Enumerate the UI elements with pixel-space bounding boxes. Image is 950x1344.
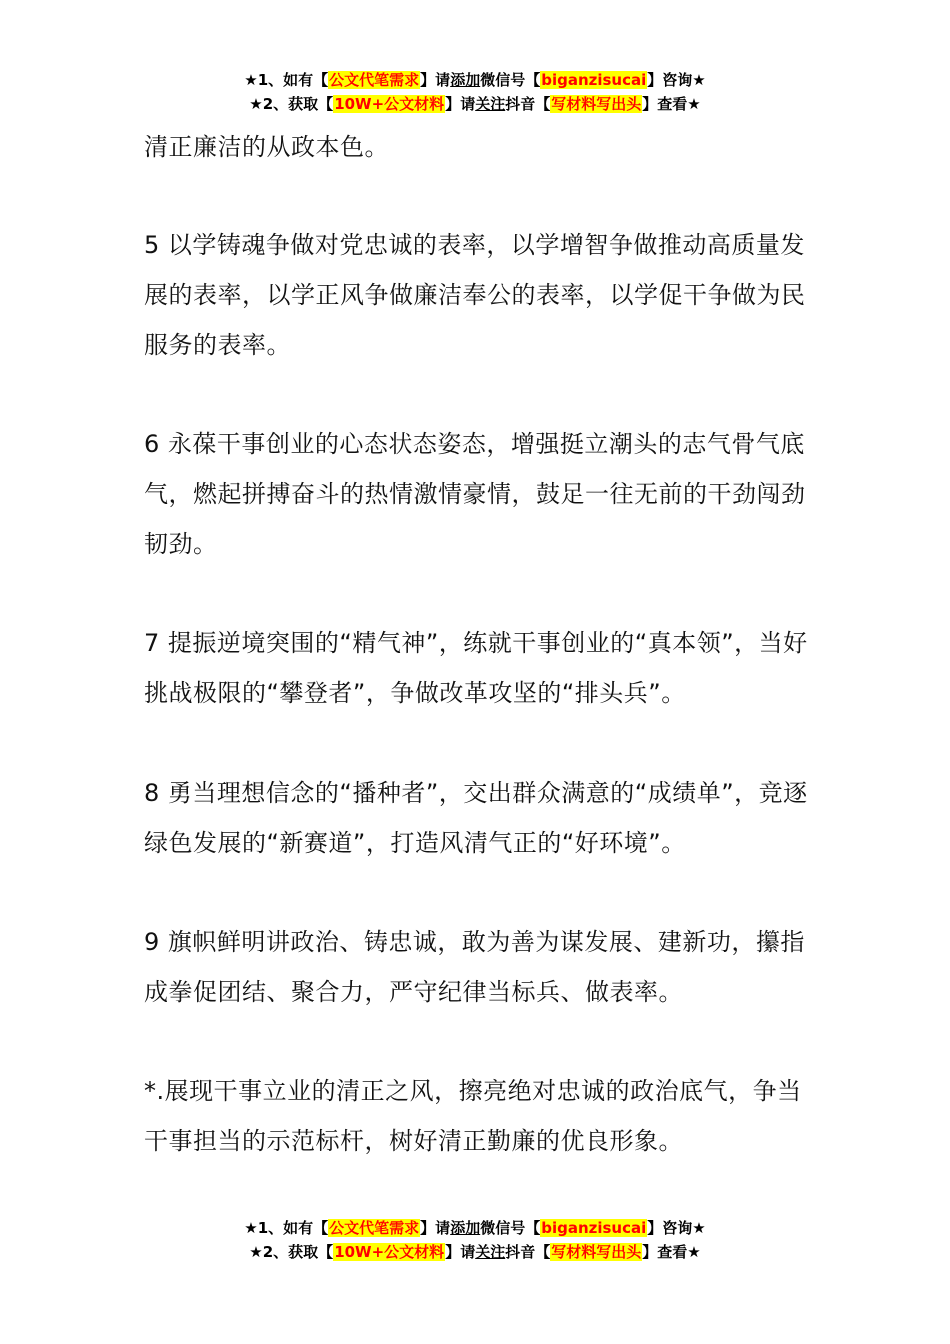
banner-text: 】查看★ [642, 1243, 701, 1261]
underlined-text: 关注 [475, 1243, 506, 1261]
highlight-text: 公文代笔需求 [329, 71, 420, 89]
footer-banner [0, 1216, 950, 1264]
banner-text: 】请 [445, 95, 476, 113]
banner-text: 抖音【 [505, 1243, 551, 1261]
banner-text: 】咨询★ [647, 71, 706, 89]
underlined-text: 添加 [450, 1219, 481, 1237]
paragraph: 7 提振逆境突围的“精气神”，练就干事创业的“真本领”，当好挑战极限的“攀登者”，争做改革攻坚的“排头兵”。 [144, 629, 808, 707]
highlight-text: 写材料写出头 [551, 95, 642, 113]
banner-text: ★2、获取【 [249, 95, 334, 113]
banner-text: 】请 [420, 71, 451, 89]
banner-text: 】咨询★ [647, 1219, 706, 1237]
banner-text: 抖音【 [505, 95, 551, 113]
paragraph: 清正廉洁的从政本色。 [144, 133, 389, 161]
paragraph: 5 以学铸魂争做对党忠诚的表率，以学增智争做推动高质量发展的表率，以学正风争做廉洁奉公的表率，以学促干争做为民服务的表率。 [144, 231, 806, 359]
highlight-text: 10W+公文材料 [334, 1243, 445, 1261]
paragraph: 9 旗帜鲜明讲政治、铸忠诚，敢为善为谋发展、建新功，攥指成拳促团结、聚合力，严守纪律当标兵、做表率。 [144, 928, 805, 1006]
paragraph: *.展现干事立业的清正之风，擦亮绝对忠诚的政治底气，争当干事担当的示范标杆，树好清正勤廉的优良形象。 [144, 1077, 802, 1155]
banner-line-1 [0, 1216, 950, 1240]
banner-text: ★1、如有【 [244, 1219, 329, 1237]
underlined-text: 添加 [450, 71, 481, 89]
highlight-text: 写材料写出头 [551, 1243, 642, 1261]
banner-text: 微信号【 [480, 1219, 541, 1237]
document-body [144, 0, 824, 1344]
highlight-text: biganzisucai [541, 71, 647, 89]
highlight-text: biganzisucai [541, 1219, 647, 1237]
highlight-text: 10W+公文材料 [334, 95, 445, 113]
banner-line-2 [0, 1240, 950, 1264]
banner-text: 】查看★ [642, 95, 701, 113]
highlight-text: 公文代笔需求 [329, 1219, 420, 1237]
banner-text: 微信号【 [480, 71, 541, 89]
banner-text: ★1、如有【 [244, 71, 329, 89]
paragraph: 6 永葆干事创业的心态状态姿态，增强挺立潮头的志气骨气底气，燃起拼搏奋斗的热情激情豪情，鼓足一往无前的干劲闯劲韧劲。 [144, 430, 806, 558]
paragraph: 8 勇当理想信念的“播种者”，交出群众满意的“成绩单”，竞逐绿色发展的“新赛道”，打造风清气正的“好环境”。 [144, 779, 808, 857]
banner-text: 】请 [445, 1243, 476, 1261]
banner-text: 】请 [420, 1219, 451, 1237]
banner-text: ★2、获取【 [249, 1243, 334, 1261]
underlined-text: 关注 [475, 95, 506, 113]
